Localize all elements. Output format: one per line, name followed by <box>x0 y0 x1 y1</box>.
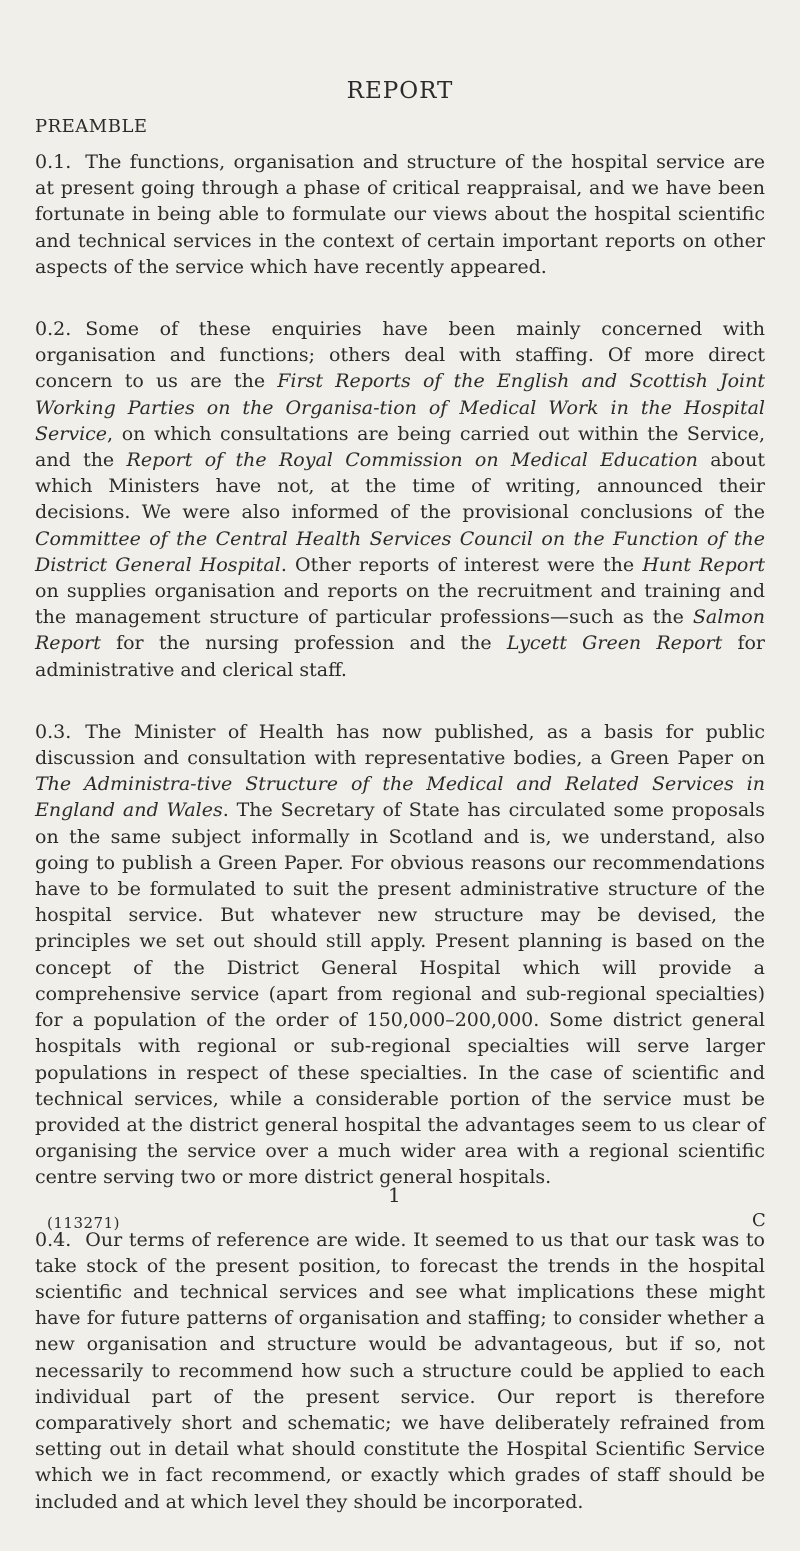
paragraph-number: 0.2. <box>35 318 72 341</box>
paragraph-0-4 <box>35 1227 765 1515</box>
paragraph-number: 0.3. <box>35 720 72 743</box>
signature-mark: C <box>752 1210 766 1231</box>
page-number: 1 <box>388 1183 401 1207</box>
paragraph-text: for the nursing profession and the <box>100 632 507 655</box>
italic-title-text: Lycett Green Report <box>506 632 723 655</box>
paragraph-text: . Other reports of interest were the <box>280 553 643 576</box>
paragraph-number: 0.1. <box>35 151 72 173</box>
paragraph-text: , on which consultations are being carried out within the Service, and the <box>35 422 765 472</box>
paragraph-number: 0.4. <box>35 1228 72 1251</box>
paragraph-0-2 <box>35 316 765 683</box>
paragraph-text: Our terms of reference are wide. It seemed to us that our task was to take stock of the present position, to forecast the trends in the hospital scientific and technical services and see what implications these might have for future patterns of organisation and staffing; to consider whether a new organisation and structure would be advantageous, but if so, not necessarily to recommend how such a structure could be applied to each individual part of the present service. Our report is therefore comparatively short and schematic; we have deliberately refrained from setting out in detail what should constitute the Hospital Scientific Service which we in fact recommend, or exactly which grades of staff should be included and at which level they should be incorporated. <box>35 1228 765 1513</box>
italic-title-text: Committee of the Central Health Services Council on the Function of the District General Hospital <box>35 527 765 576</box>
paragraph-text: The Minister of Health has now published, as a basis for public discussion and consultation with representative bodies, a Green Paper on <box>35 720 765 770</box>
italic-title-text: Salmon Report <box>35 606 765 655</box>
paragraph-text: on supplies organisation and reports on the recruitment and training and the management structure of particular professions—such as the <box>35 580 765 629</box>
section-heading: PREAMBLE <box>35 116 148 137</box>
italic-title-text: The Administra-tive Structure of the Medical and Related Services in England and Wales <box>35 773 765 822</box>
italic-title-text: Hunt Report <box>642 553 765 576</box>
paragraph-0-3 <box>35 719 765 1191</box>
italic-title-text: First Reports of the English and Scottish Joint Working Parties on the Organisa-tion of Medical Work in the Hospital Service <box>35 370 765 445</box>
paragraph-text: . The Secretary of State has circulated some proposals on the same subject informally in Scotland and is, we understand, also going to publish a Green Paper. For obvious reasons our recommendations have to be formulated to suit the present administrative structure of the hospital service. But whatever new structure may be devised, the principles we set out should still apply. Present planning is based on the concept of the District General Hospital which will provide a comprehensive service (apart from regional and sub-regional specialties) for a population of the order of 150,000–200,000. Some district general hospitals with regional or sub-regional specialties will serve larger populations in respect of these specialties. In the case of scientific and technical services, while a considerable portion of the service must be provided at the district general hospital the advantages seem to us clear of organising the service over a much wider area with a regional scientific centre serving two or more district general hospitals. <box>35 799 766 1189</box>
paragraph-text: Some of these enquiries have been mainly concerned with organisation and functions; others deal with staffing. Of more direct concern to us are the <box>35 318 765 393</box>
document-title: REPORT <box>346 78 454 104</box>
paragraph-list <box>35 149 765 1515</box>
paragraph-text: The functions, organisation and structure of the hospital service are at present going through a phase of critical reappraisal, and we have been fortunate in being able to formulate our views about the hospital scientific and technical services in the context of certain important reports on other aspects of the service which have recently appeared. <box>35 151 765 278</box>
italic-title-text: Report of the Royal Commission on Medical Education <box>126 449 698 472</box>
paragraph-0-1 <box>35 149 765 280</box>
document-page <box>35 78 765 1551</box>
paragraph-text: about which Ministers have not, at the time of writing, announced their decisions. We were also informed of the provisional conclusions of the <box>35 449 765 524</box>
print-code: (113271) <box>47 1214 120 1232</box>
paragraph-text: for administrative and clerical staff. <box>35 632 766 681</box>
